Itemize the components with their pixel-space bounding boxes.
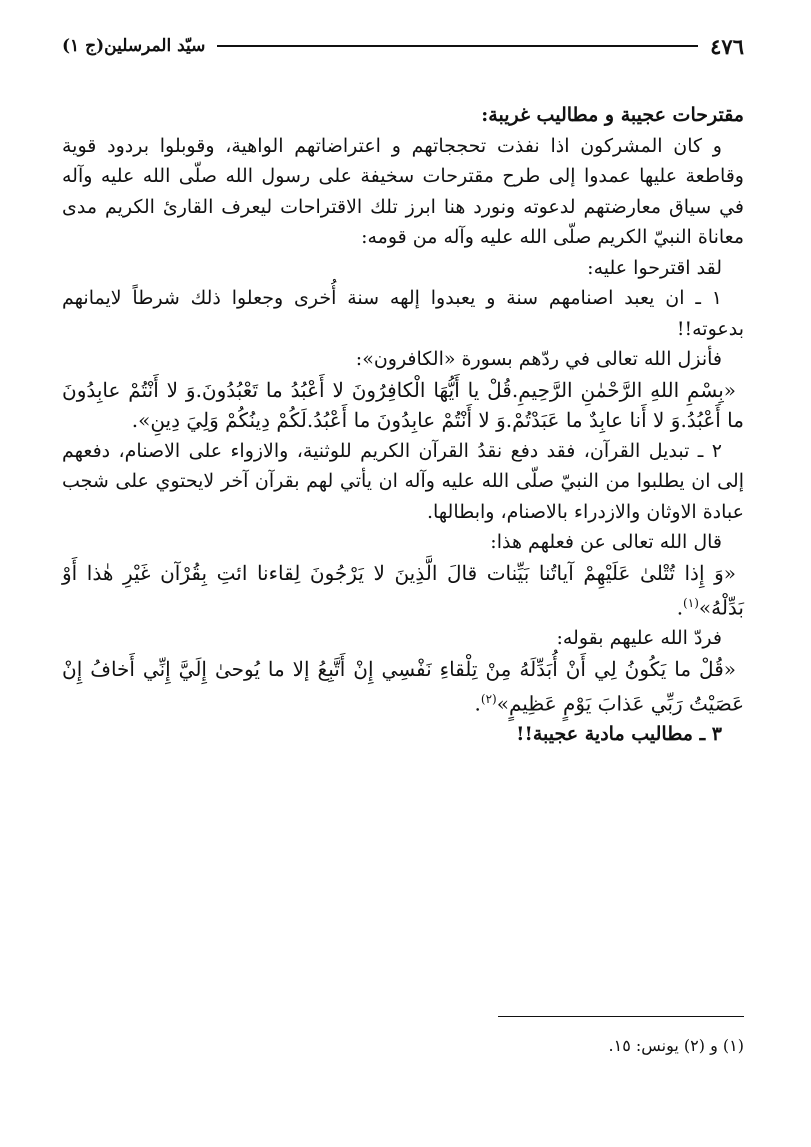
page-header: [62, 30, 744, 62]
footnote-ref-2: (٢): [480, 692, 497, 707]
proposals-intro: لقد اقترحوا عليه:: [587, 256, 722, 279]
footnote-ref-1: (١): [683, 596, 699, 610]
item-1: ١ ـ ان يعبد اصنامهم سنة و يعبدوا إلهه سنة أُخرى وجعلوا ذلك شرطاً لايمانهم بدعوته!!: [62, 287, 744, 340]
header-rule: [217, 45, 698, 47]
section-heading: مقترحات عجيبة و مطاليب غريبة:: [481, 104, 744, 126]
item-2-reply: فردّ الله عليهم بقوله:: [556, 627, 722, 650]
footnote-separator: [498, 1016, 744, 1017]
quran-verse-1: «بِسْمِ اللهِ الرَّحْمٰنِ الرَّحِيمِ.قُلْ يا أَيُّهَا الْكافِرُونَ لا أَعْبُدُ ما تَعْبُدُونَ.وَ لا أَنْتُمْ عابِدُونَ ما أَعْبُدُ.وَ لا أَنا عابِدٌ ما عَبَدْتُمْ.وَ لا أَنْتُمْ عابِدُونَ ما أَعْبُدُ.لَكُمْ دِينُكُمْ وَلِيَ دِينِ».: [62, 377, 744, 432]
page-number: ٤٧٦: [710, 33, 744, 59]
item-3: ٣ ـ مطاليب مادية عجيبة!!: [516, 723, 722, 746]
footnote: (١) و (٢) يونس: ١٥.: [608, 1036, 744, 1055]
quran-verse-2: «وَ إِذا تُتْلىٰ عَلَيْهِمْ آياتُنا بَيِّنات قالَ الَّذِينَ لا يَرْجُونَ لِقاءنا ائتِ بِقُرْآن غَيْرِ هٰذا أَوْ بَدِّلْهُ»$^{(١)}$.: [62, 560, 744, 620]
item-2: ٢ ـ تبديل القرآن، فقد دفع نقدُ القرآن الكريم للوثنية، والازواء على الاصنام، دفعهم إلى ان يطلبوا من النبيّ صلّى الله عليه وآله ان يأتي لهم بقرآن آخر لايحتوي على شجب عبادة الاوثان والازدراء بالاصنام، وابطالها.: [62, 439, 744, 523]
quran-verse-3-text: «قُلْ ما يَكُونُ لِي أَنْ أُبَدِّلَهُ مِنْ تِلْقاءِ نَفْسِي إِنْ أَتَّبِعُ إلا ما يُوحىٰ إِلَيَّ إِنِّي أَخافُ إِنْ عَصَيْتُ رَبِّي عَذابَ يَوْمٍ عَظِيمٍ»: [62, 656, 744, 716]
quran-verse-3: «قُلْ ما يَكُونُ لِي أَنْ أُبَدِّلَهُ مِنْ تِلْقاءِ نَفْسِي إِنْ أَتَّبِعُ إلا ما يُوحىٰ إِلَيَّ إِنِّي أَخافُ إِنْ عَصَيْتُ رَبِّي عَذابَ يَوْمٍ عَظِيمٍ»$^{(٢)}$.: [62, 656, 744, 716]
quran-verse-2-text: «وَ إِذا تُتْلىٰ عَلَيْهِمْ آياتُنا بَيِّنات قالَ الَّذِينَ لا يَرْجُونَ لِقاءنا ائتِ بِقُرْآن غَيْرِ هٰذا أَوْ بَدِّلْهُ»: [62, 560, 744, 620]
item-1-response: فأنزل الله تعالى في ردّهم بسورة «الكافرون»:: [355, 348, 722, 370]
running-title: سيّد المرسلين(ج ١): [62, 36, 206, 56]
main-text: [62, 100, 744, 750]
item-2-response: قال الله تعالى عن فعلهم هذا:: [490, 531, 722, 553]
intro-paragraph: و كان المشركون اذا نفذت تحججاتهم و اعتراضاتهم الواهية، وقوبلوا بردود قوية وقاطعة عليها عمدوا إلى طرح مقترحات سخيفة على رسول الله صلّى الله عليه وآله في سياق معارضتهم لدعوته ونورد هنا ابرز تلك الاقتراحات ليعرف القارئ الكريم مدى معاناة النبيّ الكريم صلّى الله عليه وآله من قومه:: [62, 134, 744, 248]
